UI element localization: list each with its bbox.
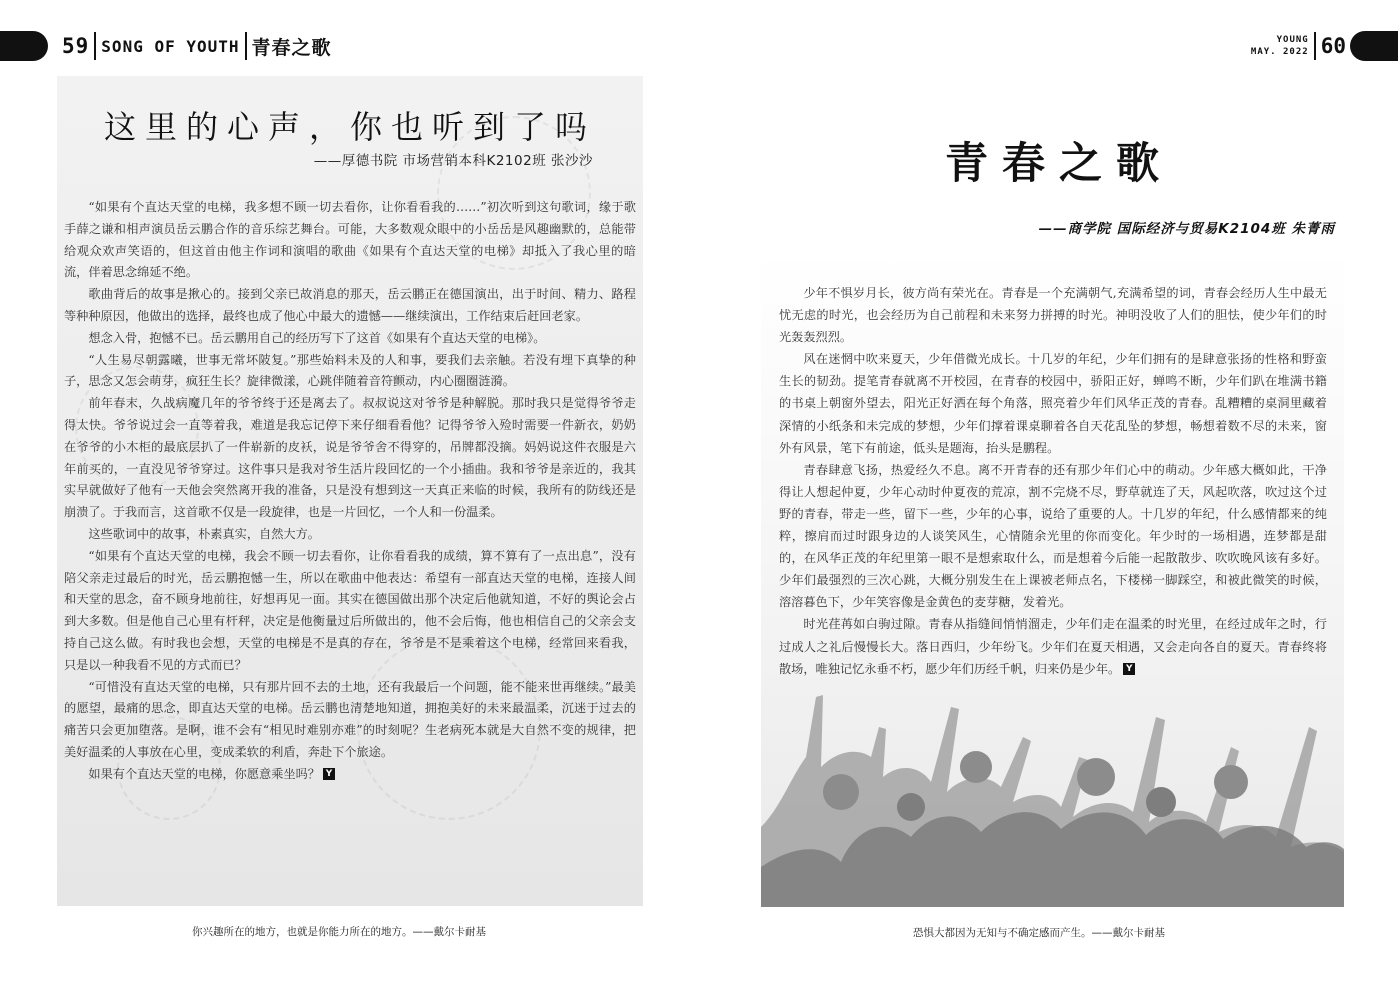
article-paragraph: 青春肆意飞扬，热爱经久不息。离不开青春的还有那少年们心中的萌动。少年感大概如此，干净得让人想起仲夏，少年心动时仲夏夜的荒凉，割不完烧不尽，野草就连了天，风起吹落，吹过这个过野的青春，带走一些，留下一些，少年的心事，说给了重要的人。十几岁的年纪，什么感情都来的纯粹，擦肩而过时跟身边的人谈笑风生，心情随余光里的你而变化。年少时的一场相遇，连梦都是甜的，在风华正茂的年纪里第一眼不是想索取什么，而是想着今后能一起散散步、吹吹晚风该有多好。少年们最强烈的三次心跳，大概分别发生在上课被老师点名，下楼梯一脚踩空，和被此微笑的时候，溶溶暮色下，少年笑容像是金黄色的麦芽糖，发着光。	[779, 462, 1327, 610]
left-header-tab	[0, 31, 48, 61]
left-article-title: 这里的心声，你也听到了吗	[103, 108, 596, 146]
left-article-byline: ——厚德书院 市场营销本科K2102班 张沙沙	[313, 153, 593, 169]
article-paragraph: “如果有个直达天堂的电梯，我多想不顾一切去看你，让你看看我的……”初次听到这句歌词，缘于歌手薛之谦和相声演员岳云鹏合作的音乐综艺舞台。可能，大多数观众眼中的小岳岳是风趣幽默的，总能带给观众欢声笑语的，但这首由他主作词和演唱的歌曲《如果有个直达天堂的电梯》却抵入了我心里的暗流，伴着思念绵延不绝。	[64, 200, 636, 280]
left-footer-quote: 你兴趣所在的地方，也就是你能力所在的地方。——戴尔卡耐基	[192, 926, 486, 938]
brand-name: YOUNG	[1276, 35, 1309, 45]
right-page-number: 60	[1320, 34, 1346, 58]
article-paragraph: 歌曲背后的故事是揪心的。接到父亲已故消息的那天，岳云鹏正在德国演出，出于时间、精力、路程等种种原因，他做出的选择，最终也成了他心中最大的遗憾——继续演出，工作结束后赶回老家。	[64, 287, 636, 323]
left-page-number: 59	[62, 34, 90, 58]
article-paragraph: 前年春末，久战病魔几年的爷爷终于还是离去了。叔叔说这对爷爷是种解脱。那时我只是觉得爷爷走得太快。爷爷说过会一直等着我，难道是我忘记停下来仔细看看他？记得爷爷入殓时需要一件新衣，奶奶在爷爷的小木柜的最底层扒了一件崭新的皮袄，说是爷爷舍不得穿的，吊牌都没摘。妈妈说这件衣服是六年前买的，一直没见爷爷穿过。这件事只是我对爷生活片段回忆的一个小插曲。我和爷爷是亲近的，我其实早就做好了他有一天他会突然离开我的准备，只是没有想到这一天真正来临的时候，我所有的防线还是崩溃了。于我而言，这首歌不仅是一段旋律，也是一片回忆，一个人和一份温柔。	[64, 396, 636, 520]
article-paragraph: 这些歌词中的故事，朴素真实，自然大方。	[88, 526, 320, 541]
left-page-header	[62, 31, 332, 61]
right-article-body	[779, 282, 1327, 680]
article-paragraph: “如果有个直达天堂的电梯，我会不顾一切去看你，让你看看我的成绩，算不算有了一点出息”，没有陪父亲走过最后的时光，岳云鹏抱憾一生，所以在歌曲中他表达：希望有一部直达天堂的电梯，连接人间和天堂的思念，奋不顾身地前往，好想再见一面。其实在德国做出那个决定后他就知道，不好的舆论会占到大多数。但是他自己心里有杆秤，决定是他衡量过后所做出的，他不会后悔，他也相信自己的父亲会支持自己这么做。有时我也会想，天堂的电梯是不是真的存在，爷爷是不是乘着这个电梯，经常回来看我，只是以一种我看不见的方式而已？	[64, 548, 636, 672]
header-divider	[94, 32, 96, 60]
right-article-title: 青春之歌	[945, 139, 1173, 189]
issue-date: MAY. 2022	[1250, 47, 1309, 57]
article-paragraph: 如果有个直达天堂的电梯，你愿意乘坐吗？	[88, 766, 320, 781]
magazine-title-en: SONG OF YOUTH	[101, 36, 240, 56]
article-paragraph: 想念入骨，抱憾不已。岳云鹏用自己的经历写下了这首《如果有个直达天堂的电梯》。	[88, 330, 546, 345]
right-footer-quote: 恐惧大都因为无知与不确定感而产生。——戴尔卡耐基	[913, 927, 1165, 939]
article-last-paragraph	[64, 764, 636, 786]
header-divider	[1314, 32, 1316, 60]
right-article-panel	[761, 250, 1344, 907]
article-paragraph: “可惜没有直达天堂的电梯，只有那片回不去的土地，还有我最后一个问题，能不能来世再继续。”最美的愿望，最痛的思念，即直达天堂的电梯。岳云鹏也清楚地知道，拥抱美好的未来最温柔，沉迷于过去的痛苦只会更加堕落。是啊，谁不会有“相见时难别亦难”的时刻呢？生老病死本就是大自然不变的规律，把美好温柔的人事放在心里，变成柔软的利盾，奔赴下个旅途。	[64, 679, 636, 759]
article-paragraph: “人生易尽朝露曦，世事无常坏陂复。”那些始料未及的人和事，要我们去亲触。若没有埋下真挚的种子，思念又怎会萌芽，疯狂生长？旋律微漾，心跳伴随着音符颤动，内心圈圈涟漪。	[64, 352, 636, 389]
article-paragraph: 时光荏苒如白驹过隙。青春从指缝间悄悄溜走，少年们走在温柔的时光里，在经过成年之时，行过成人之礼后慢慢长大。落日西归，少年纷飞。少年们在夏天相遇，又会走向各自的夏天。青春终将散场，唯独记忆永垂不朽，愿少年们历经千帆，归来仍是少年。	[779, 617, 1327, 676]
magazine-title-cn: 青春之歌	[251, 36, 332, 59]
issue-info	[1251, 34, 1309, 58]
right-article-byline: ——商学院 国际经济与贸易K2104班 朱菁雨	[1038, 221, 1335, 237]
left-article-panel	[57, 76, 643, 906]
left-article-body	[64, 197, 636, 786]
end-mark-icon: Y	[323, 768, 335, 780]
right-page-header	[1251, 31, 1350, 61]
end-mark-icon: Y	[1123, 663, 1135, 675]
article-paragraph: 风在迷惘中吹来夏天，少年借微光成长。十几岁的年纪，少年们拥有的是肆意张扬的性格和野蛮生长的韧劲。提笔青春就离不开校园，在青春的校园中，骄阳正好，蝉鸣不断，少年们趴在堆满书籍的书桌上朝窗外望去，阳光正好洒在每个角落，照亮着少年们风华正茂的青春。乱糟糟的桌洞里藏着深情的小纸条和未完成的梦想，少年们撑着课桌聊着各自天花乱坠的梦想，畅想着数不尽的未来，窗外有风景，笔下有前途，低头是题海，抬头是鹏程。	[779, 352, 1327, 455]
header-divider	[245, 32, 247, 60]
right-header-tab	[1350, 31, 1398, 61]
article-last-paragraph	[779, 613, 1327, 679]
article-paragraph: 少年不惧岁月长，彼方尚有荣光在。青春是一个充满朝气,充满希望的词，青春会经历人生中最无忧无虑的时光，也会经历为自己前程和未来努力拼搏的时光。神明没收了人们的胆怯，使少年们的时光轰轰烈烈。	[779, 286, 1327, 345]
